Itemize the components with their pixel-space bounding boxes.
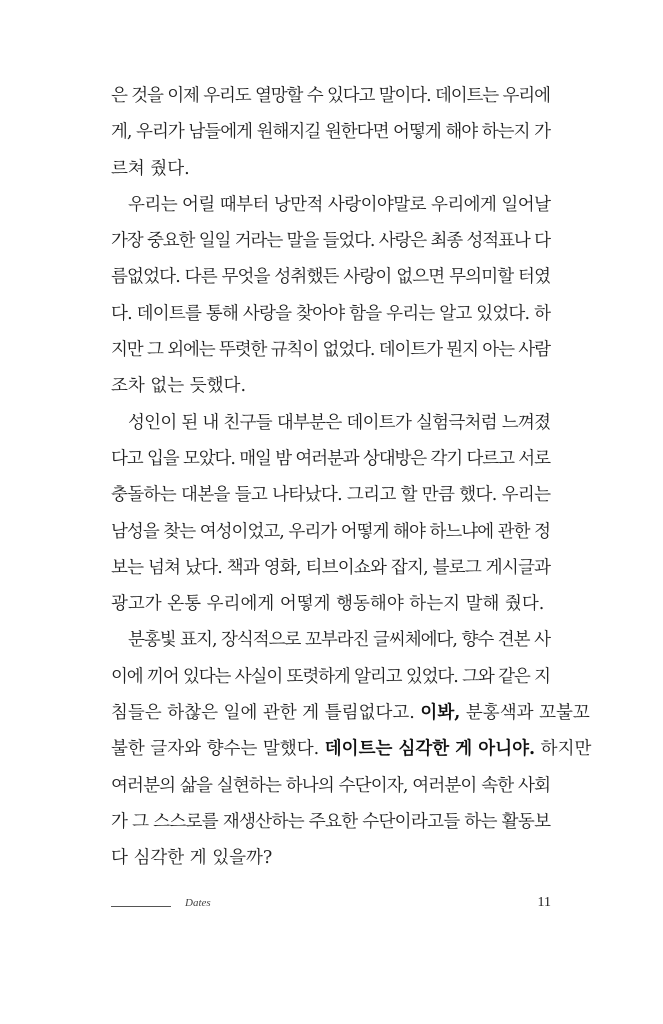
text-line: 지만 그 외에는 뚜렷한 규칙이 없었다. 데이트가 뭔지 아는 사람 [111, 340, 550, 361]
text-line: 가장 중요한 일일 거라는 말을 들었다. 사랑은 최종 성적표나 다 [111, 231, 550, 252]
text-line: 광고가 온통 우리에게 어떻게 행동해야 하는지 말해 줬다. [111, 594, 545, 615]
text-line: 은 것을 이제 우리도 열망할 수 있다고 말이다. 데이트는 우리에 [111, 86, 550, 106]
page-footer [111, 894, 551, 918]
text-line: 여러분의 삶을 실현하는 하나의 수단이자, 여러분이 속한 사회 [111, 775, 551, 796]
footer-rule [111, 906, 171, 907]
text-line-with-emphasis: 침들은 하찮은 일에 관한 게 틀림없다고. 이봐, 분홍색과 꼬불꼬 [111, 695, 551, 731]
emphasis-text: 이봐, [420, 703, 461, 724]
page-number: 11 [537, 895, 551, 910]
paragraph-first-line: 분홍빛 표지, 장식적으로 꼬부라진 글씨체에다, 향수 견본 사 [128, 630, 550, 651]
text-line: 이에 끼어 있다는 사실이 또렷하게 알리고 있었다. 그와 같은 지 [111, 666, 550, 687]
text-line: 름없었다. 다른 무엇을 성취했든 사랑이 없으면 무의미할 터였 [111, 267, 551, 288]
paragraph-first-line: 우리는 어릴 때부터 낭만적 사랑이야말로 우리에게 일어날 [128, 194, 551, 215]
text-line: 보는 넘쳐 났다. 책과 영화, 티브이쇼와 잡지, 블로그 게시글과 [111, 557, 551, 578]
running-title: Dates [185, 897, 211, 909]
text-line: 다고 입을 모았다. 매일 밤 여러분과 상대방은 각기 다르고 서로 [111, 448, 550, 469]
text-line: 조차 없는 듯했다. [111, 376, 247, 397]
text-line: 르쳐 줬다. [111, 158, 190, 179]
body-text [111, 78, 592, 877]
text-line: 다 심각한 게 있을까? [111, 848, 273, 869]
text-line: 가 그 스스로를 재생산하는 주요한 수단이라고들 하는 활동보 [111, 811, 551, 832]
text-line: 남성을 찾는 여성이었고, 우리가 어떻게 해야 하느냐에 관한 정 [111, 521, 550, 542]
emphasis-text: 데이트는 심각한 게 아니야. [324, 739, 536, 760]
text-line-with-emphasis: 불한 글자와 향수는 말했다. 데이트는 심각한 게 아니야. 하지만 [111, 731, 551, 767]
text-line: 다. 데이트를 통해 사랑을 찾아야 함을 우리는 알고 있었다. 하 [111, 303, 551, 324]
text-line: 게, 우리가 남들에게 원해지길 원한다면 어떻게 해야 하는지 가 [111, 122, 550, 143]
paragraph-first-line: 성인이 된 내 친구들 대부분은 데이트가 실험극처럼 느껴졌 [128, 412, 551, 433]
text-line: 충돌하는 대본을 들고 나타났다. 그리고 할 만큼 했다. 우리는 [111, 485, 551, 506]
